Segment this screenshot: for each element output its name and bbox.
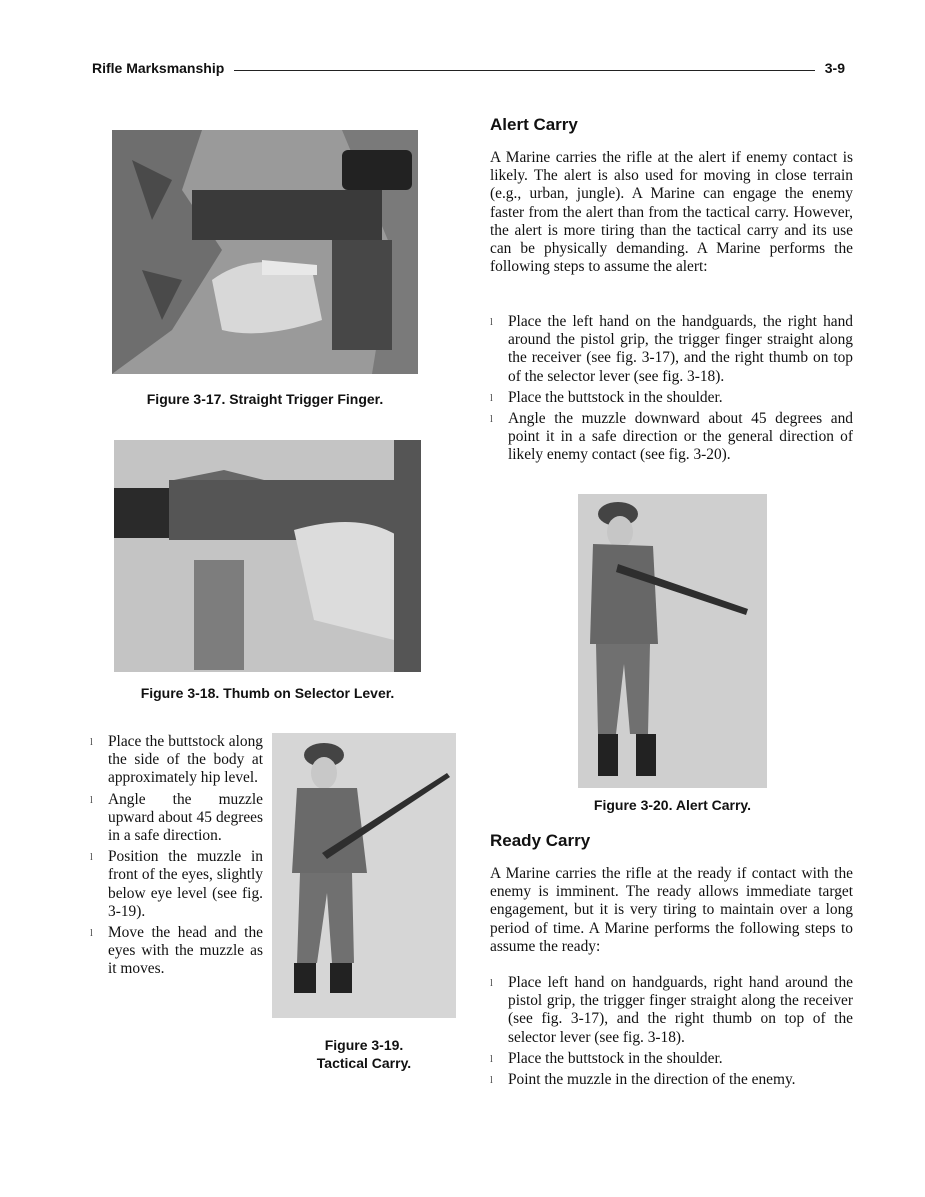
figure-3-18-caption: Figure 3-18. Thumb on Selector Lever.: [140, 685, 395, 701]
figure-3-17-photo: [112, 130, 418, 374]
figure-3-17-caption: Figure 3-17. Straight Trigger Finger.: [146, 391, 384, 407]
list-item: [488, 1050, 853, 1068]
figure-3-20-photo: [578, 494, 767, 788]
list-item: [488, 389, 853, 407]
list-item: [488, 313, 853, 386]
list-item-text: Place the left hand on the handguards, the right hand around the pistol grip, the trigger finger straight along the receiver (see fig. 3-17), and the right thumb on top of the selector lever (see fig. 3-18).: [508, 313, 853, 385]
ready-carry-paragraph: A Marine carries the rifle at the ready if contact with the enemy is imminent. The ready allows immediate target engagement, but it is very tiring to maintain over a long period of time. A Marine performs the following steps to assume the ready:: [490, 865, 853, 955]
bullet-marker: l: [90, 928, 93, 940]
list-item: [88, 848, 263, 921]
alert-carry-heading: Alert Carry: [490, 115, 578, 134]
bullet-marker: l: [490, 1053, 493, 1065]
bullet-marker: l: [490, 392, 493, 404]
bullet-marker: l: [90, 794, 93, 806]
list-item: [488, 1071, 853, 1089]
list-item-text: Angle the muzzle upward about 45 degrees in a safe direction.: [108, 790, 263, 845]
bullet-marker: l: [90, 737, 93, 748]
figure-3-19-caption-line2: Tactical Carry.: [316, 1055, 412, 1071]
list-item: [488, 410, 853, 465]
bullet-marker: l: [490, 414, 493, 426]
figure-3-19-photo: [272, 733, 456, 1018]
bullet-marker: l: [490, 978, 493, 989]
list-item: [88, 924, 263, 979]
list-item-text: Place the buttstock in the shoulder.: [508, 1049, 723, 1067]
list-item-text: Place the buttstock in the shoulder.: [508, 388, 723, 406]
list-item-text: Point the muzzle in the direction of the enemy.: [508, 1071, 796, 1089]
tactical-carry-steps: [88, 733, 263, 979]
bullet-marker: l: [490, 1075, 493, 1087]
figure-3-19-caption: [272, 1036, 456, 1072]
alert-carry-paragraph: A Marine carries the rifle at the alert if enemy contact is likely. The alert is also used for moving in close terrain (e.g., urban, jungle). A Marine can engage the enemy faster from the alert than from the tactical carry. However, the alert is more tiring than the tactical carry and its use can be physically demanding. A Marine performs the following steps to assume the alert:: [490, 149, 853, 276]
list-item-text: Position the muzzle in front of the eyes, slightly below eye level (see fig. 3-19).: [108, 848, 263, 920]
figure-3-20-caption: Figure 3-20. Alert Carry.: [593, 797, 752, 813]
ready-carry-heading: Ready Carry: [490, 831, 591, 850]
header-rule: [234, 70, 815, 71]
bullet-marker: l: [90, 852, 93, 864]
page-number: 3-9: [824, 60, 845, 76]
ready-carry-steps: [488, 974, 853, 1089]
list-item: [488, 974, 853, 1047]
bullet-marker: l: [490, 317, 493, 328]
running-header-title: Rifle Marksmanship: [92, 60, 225, 76]
alert-carry-steps: [488, 313, 853, 465]
list-item-text: Place the buttstock along the side of the body at approximately hip level.: [108, 733, 263, 787]
figure-3-19-caption-line1: Figure 3-19.: [324, 1037, 404, 1053]
list-item: [88, 733, 263, 788]
list-item-text: Move the head and the eyes with the muzzle as it moves.: [108, 924, 263, 978]
figure-3-18-photo: [114, 440, 421, 672]
list-item-text: Place left hand on handguards, right hand around the pistol grip, the trigger finger straight along the receiver (see fig. 3-17), and the right thumb on top of the selector lever (see fig. 3-18).: [508, 974, 853, 1046]
list-item: [88, 791, 263, 846]
list-item-text: Angle the muzzle downward about 45 degrees and point it in a safe direction or the general direction of likely enemy contact (see fig. 3-20).: [508, 410, 853, 464]
